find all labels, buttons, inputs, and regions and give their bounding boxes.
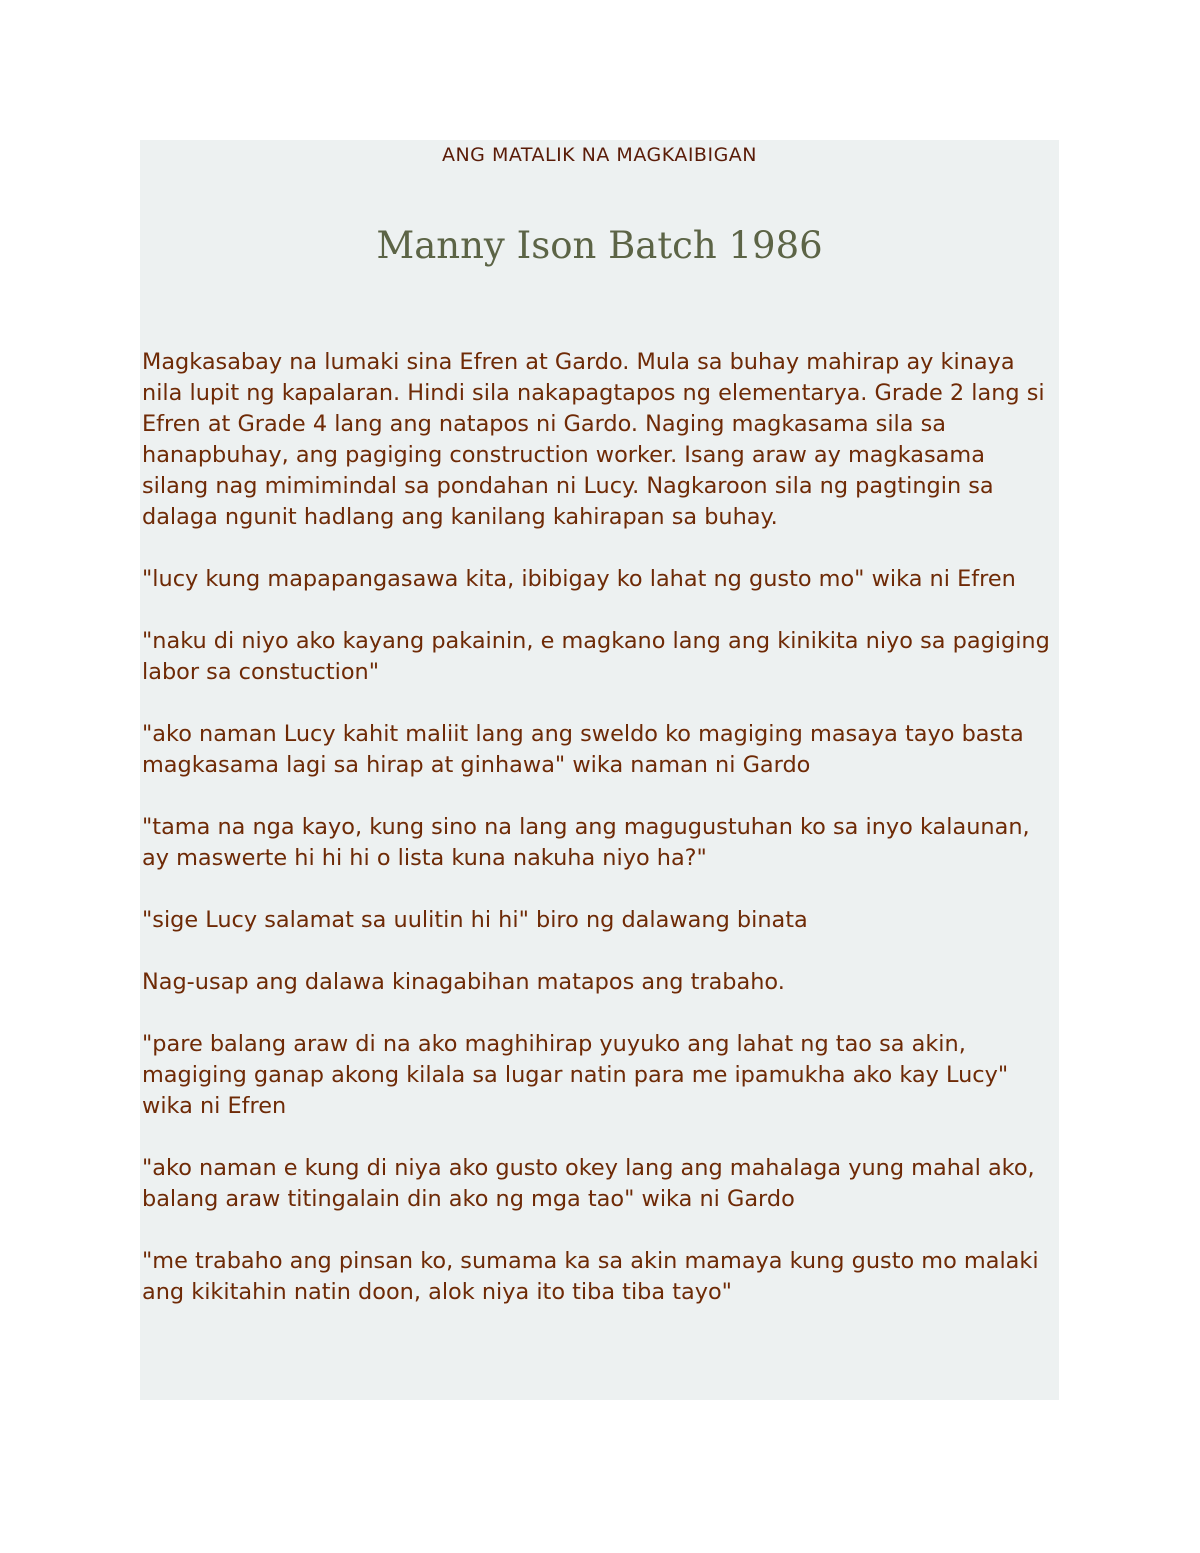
paragraph: "pare balang araw di na ako maghihirap yuyuko ang lahat ng tao sa akin, magiging ganap akong kilala sa lugar natin para me ipamukha ako kay Lucy" wika ni Efren <box>142 1031 1009 1119</box>
paragraph: "me trabaho ang pinsan ko, sumama ka sa akin mamaya kung gusto mo malaki ang kikitahin natin doon, alok niya ito tiba tiba tayo" <box>142 1248 1039 1305</box>
story-panel <box>140 140 1059 1400</box>
paragraph: "ako naman Lucy kahit maliit lang ang sweldo ko magiging masaya tayo basta magkasama lagi sa hirap at ginhawa" wika naman ni Gardo <box>142 721 1024 778</box>
story-body <box>142 347 1054 1339</box>
paragraph: "lucy kung mapapangasawa kita, ibibigay ko lahat ng gusto mo" wika ni Efren <box>142 566 1016 592</box>
paragraph: "ako naman e kung di niya ako gusto okey lang ang mahalaga yung mahal ako, balang araw titingalain din ako ng mga tao" wika ni Gardo <box>142 1155 1035 1212</box>
paragraph: Magkasabay na lumaki sina Efren at Gardo. Mula sa buhay mahirap ay kinaya nila lupit ng kapalaran. Hindi sila nakapagtapos ng elementarya. Grade 2 lang si Efren at Grade 4 lang ang natapos ni Gardo. Naging magkasama sila sa hanapbuhay, ang pagiging construction worker. Isang araw ay magkasama silang nag mimimindal sa pondahan ni Lucy. Nagkaroon sila ng pagtingin sa dalaga ngunit hadlang ang kanilang kahirapan sa buhay. <box>142 349 1045 530</box>
author-subtitle: Manny Ison Batch 1986 <box>376 224 823 267</box>
story-title: ANG MATALIK NA MAGKAIBIGAN <box>441 144 758 166</box>
paragraph: "naku di niyo ako kayang pakainin, e magkano lang ang kinikita niyo sa pagiging labor sa constuction" <box>142 628 1050 685</box>
paragraph: "sige Lucy salamat sa uulitin hi hi" biro ng dalawang binata <box>142 907 808 933</box>
paragraph: Nag-usap ang dalawa kinagabihan matapos ang trabaho. <box>142 969 785 995</box>
paragraph: "tama na nga kayo, kung sino na lang ang magugustuhan ko sa inyo kalaunan, ay maswerte hi hi hi o lista kuna nakuha niyo ha?" <box>142 814 1030 871</box>
